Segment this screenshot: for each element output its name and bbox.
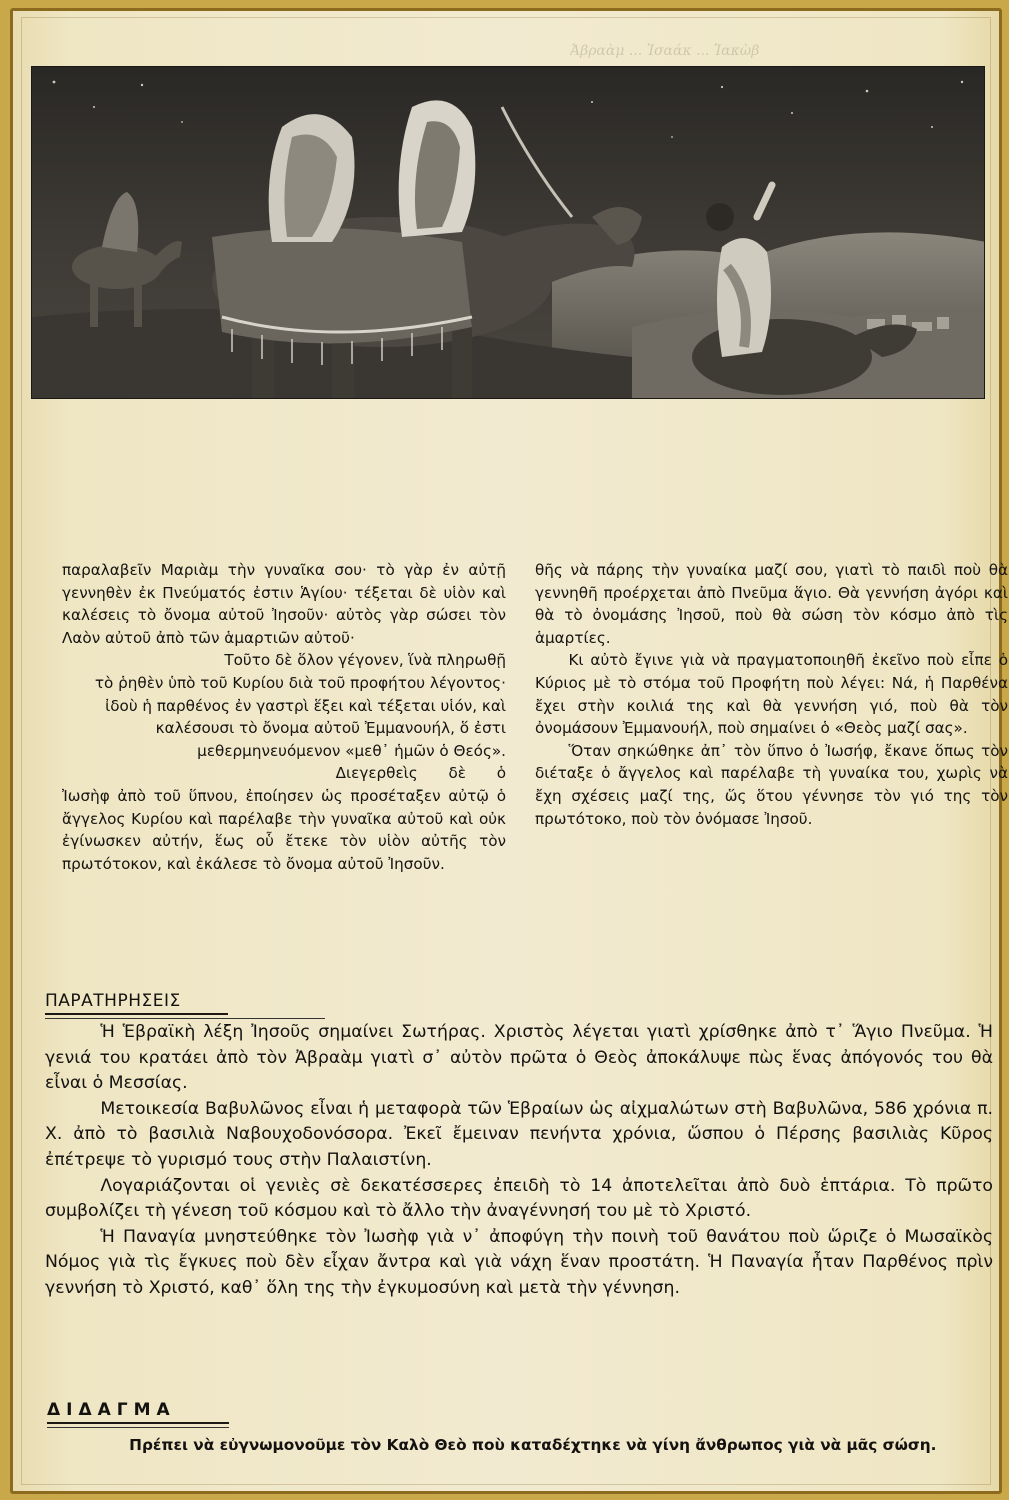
- left-paragraph-3: Διεγερθεὶς δὲ ὁ Ἰωσὴφ ἀπὸ τοῦ ὕπνου, ἐποίησεν ὡς προσέταξεν αὐτῷ ὁ ἄγγελος Κυρίου καὶ παρέλαβε τὴν γυναῖκα αὐτοῦ καὶ οὐκ ἐγίνωσκεν αὐτήν, ἕως οὗ ἔτεκε τὸν υἱὸν αὐτῆς τὸν πρωτότοκον, καὶ ἐκάλεσε τὸ ὄνομα αὐτοῦ Ἰησοῦν.: [62, 764, 506, 873]
- note-paragraph-3: Λογαριάζονται οἱ γενιὲς σὲ δεκατέσσερες ἐπειδὴ τὸ 14 ἀποτελεῖται ἀπὸ δυὸ ἑπτάρια. Τὸ πρῶτο συμβολίζει τὴ γένεση τοῦ κόσμου καὶ τὸ ἄλλο τὴν ἀναγέννησή του μὲ τὸ Χριστό.: [45, 1175, 993, 1222]
- magi-camels-illustration: [31, 66, 985, 399]
- right-paragraph-3: Ὅταν σηκώθηκε ἀπ᾿ τὸν ὕπνο ὁ Ἰωσήφ, ἔκανε ὅπως τὸν διέταξε ὁ ἄγγελος καὶ παρέλαβε τὴ γυναίκα του, χωρὶς νὰ ἔχη σχέσεις μαζί της, ὥς ὅτου γέννησε τὸν γιό της τὸν πρωτότοκο, ποὺ τὸν ὀνόμασε Ἰησοῦ.: [535, 741, 1008, 828]
- right-paragraph-2: Κι αὐτὸ ἔγινε γιὰ νὰ πραγματοποιηθῆ ἐκεῖνο ποὺ εἶπε ὁ Κύριος μὲ τὸ στόμα τοῦ Προφήτη ποὺ λέγει: Νά, ἡ Παρθένα ἔχει στὴν κοιλιά της καὶ θὰ γεννήση γιό, ποὺ θὰ τὸν ὀνομάσουν Ἐμμανουήλ, ποὺ σημαίνει ὁ «Θεὸς μαζί σας».: [535, 651, 1008, 738]
- left-paragraph-2: Τοῦτο δὲ ὅλον γέγονεν, ἵνὰ πληρωθῇ τὸ ῥηθὲν ὑπὸ τοῦ Κυρίου διὰ τοῦ προφήτου λέγοντος· ἰδοὺ ἡ παρθένος ἐν γαστρὶ ἕξει καὶ τέξεται υἱόν, καὶ καλέσουσι τὸ ὄνομα αὐτοῦ Ἐμμανουήλ, ὅ ἐστι μεθερμηνευόμενον «μεθ᾿ ἡμῶν ὁ Θεός».: [94, 651, 506, 760]
- left-column-ancient-text: [62, 559, 506, 875]
- illustration-drawing: [32, 67, 985, 399]
- didagma-heading: ΔΙΔΑΓΜΑ: [47, 1400, 229, 1424]
- didagma-text: Πρέπει νὰ εὐγνωμονοῦμε τὸν Καλὸ Θεὸ ποὺ καταδέχτηκε νὰ γίνη ἄνθρωπος γιὰ νὰ μᾶς σώση.: [129, 1436, 937, 1454]
- note-paragraph-1: Ἡ Ἑβραϊκὴ λέξη Ἰησοῦς σημαίνει Σωτήρας. Χριστὸς λέγεται γιατὶ χρίσθηκε ἀπὸ τ᾿ Ἅγιο Πνεῦμα. Ἡ γενιά του κρατάει ἀπὸ τὸν Ἀβραὰμ γιατὶ σ᾿ αὐτὸν πρῶτα ὁ Θεὸς ἀποκάλυψε πὼς ἕνας ἀπόγονός του θὰ εἶναι ὁ Μεσσίας.: [45, 1022, 993, 1094]
- note-paragraph-4: Ἡ Παναγία μνηστεύθηκε τὸν Ἰωσὴφ γιὰ ν᾿ ἀποφύγη τὴν ποινὴ τοῦ θανάτου ποὺ ὥριζε ὁ Μωσαϊκὸς Νόμος γιὰ τὶς ἔγκυες ποὺ δὲν εἶχαν ἄντρα καὶ γιὰ νάχη ἕναν προστάτη. Ἡ Παναγία ἦταν Παρθένος πρὶν γεννήση τὸ Χριστό, καθ᾿ ὅλη της τὴν ἐγκυμοσύνη καὶ μετὰ τὴν γέννηση.: [45, 1226, 993, 1298]
- note-paragraph-2: Μετοικεσία Βαβυλῶνος εἶναι ἡ μεταφορὰ τῶν Ἑβραίων ὡς αἰχμαλώτων στὴ Βαβυλῶνα, 586 χρόνια π. Χ. ἀπὸ τὸ βασιλιὰ Ναβουχοδονόσορα. Ἐκεῖ ἔμειναν πενήντα χρόνια, ὥσπου ὁ Πέρσης βασιλιὰς Κῦρος ἐπέτρεψε τὸ γυρισμό τους στὴν Παλαιστίνη.: [45, 1098, 993, 1170]
- notes-body: [45, 1020, 993, 1302]
- left-paragraph-1: παραλαβεῖν Μαριὰμ τὴν γυναῖκα σου· τὸ γὰρ ἐν αὐτῇ γεννηθὲν ἐκ Πνεύματός ἐστιν Ἁγίου· τέξεται δὲ υἱὸν καὶ καλέσεις τὸ ὄνομα αὐτοῦ Ἰησοῦν· αὐτὸς γὰρ σώσει τὸν Λαὸν αὐτοῦ ἀπὸ τῶν ἁμαρτιῶν αὐτοῦ·: [62, 561, 506, 647]
- right-paragraph-1: θῆς νὰ πάρης τὴν γυναίκα μαζί σου, γιατὶ τὸ παιδὶ ποὺ θὰ γεννηθῆ προέρχεται ἀπὸ Πνεῦμα ἅγιο. Θὰ γεννήση ἀγόρι καὶ θὰ τὸ ὀνομάσης Ἰησοῦ, ποὺ θὰ σώση τὸν κόσμο ἀπὸ τὶς ἁμαρτίες.: [535, 561, 1008, 647]
- bleed-through-text: Ἀβραὰμ ... Ἰσαάκ ... Ἰακὼβ: [570, 43, 760, 59]
- right-column-modern-text: [535, 559, 1008, 830]
- notes-heading: ΠΑΡΑΤΗΡΗΣΕΙΣ: [45, 991, 228, 1015]
